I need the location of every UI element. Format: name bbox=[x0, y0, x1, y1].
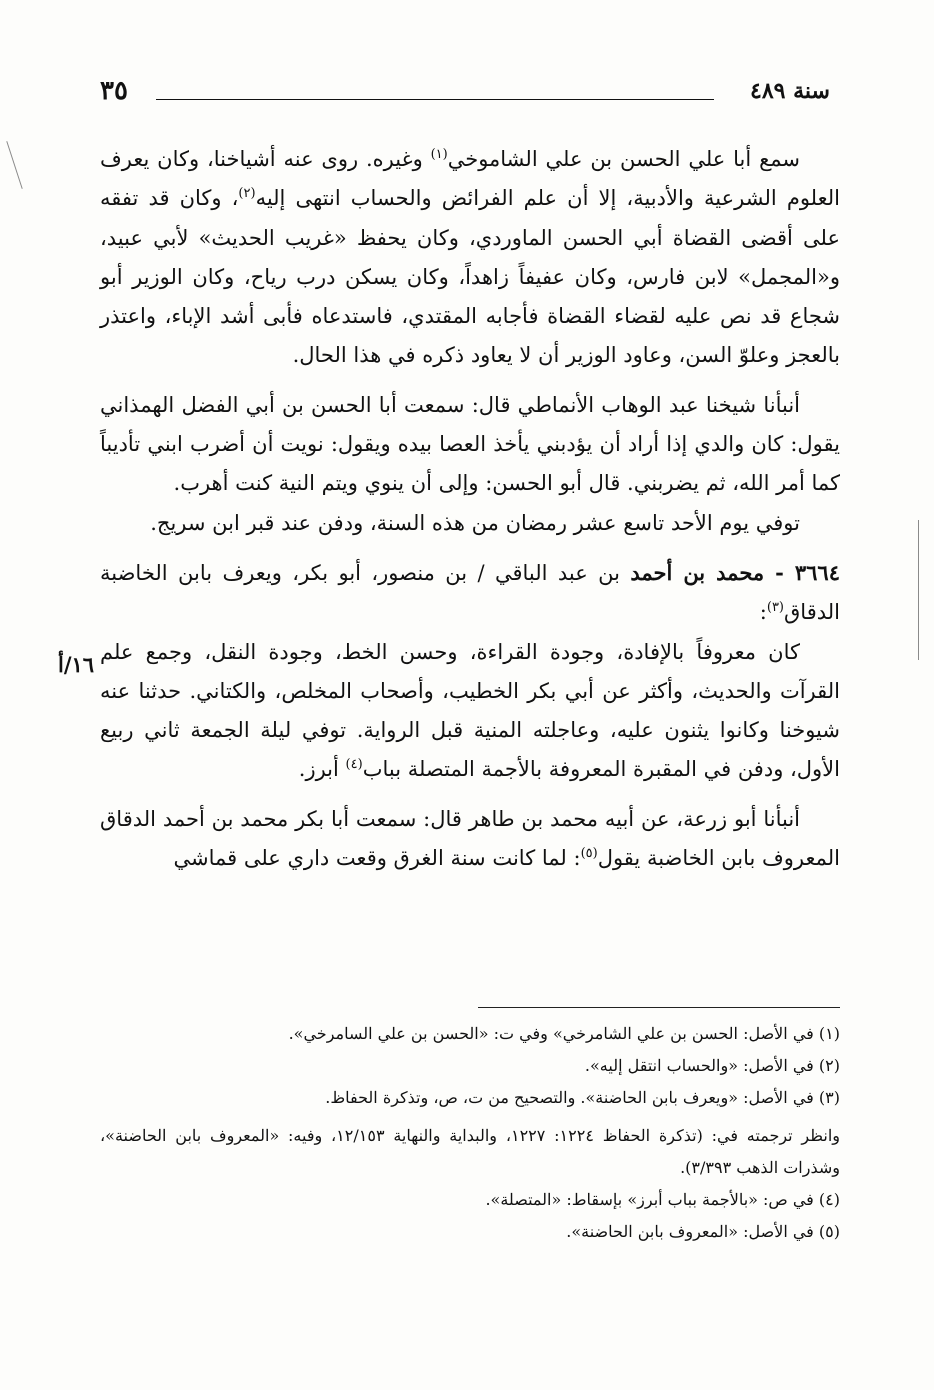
scan-mark-right bbox=[918, 520, 919, 660]
footnote-2: (٢) في الأصل: «والحساب انتقل إليه». bbox=[584, 1056, 840, 1075]
footnote-ref-5[interactable]: (٥) bbox=[580, 846, 598, 862]
paragraph-5: كان معروفاً بالإفادة، وجودة القراءة، وحسن الخط، وجودة النقل، وجمع علم القرآت والحديث، وأكثر عن أبي بكر الخطيب، وأصحاب المخلص، والكتاني. حدثنا عنه شيوخنا وكانوا يثنون عليه، وعاجلته المنية قبل الرواية. توفي ليلة الجمعة ثاني ربيع الأول، ودفن في المقبرة المعروفة بالأجمة المتصلة بباب$^{(٤)}$ أبرز. bbox=[100, 639, 840, 782]
header-rule bbox=[156, 99, 714, 100]
footnotes bbox=[100, 1018, 840, 1248]
entry-name: محمد بن أحمد bbox=[630, 559, 776, 585]
page-number: ٣٥ bbox=[100, 76, 128, 106]
margin-folio-note: ١٦/أ bbox=[58, 652, 95, 677]
footnote-ref-3[interactable]: (٣) bbox=[766, 600, 784, 616]
footnote-separator bbox=[478, 1007, 840, 1008]
paragraph-1: سمع أبا علي الحسن بن علي الشاموخي$^{(١)}$ وغيره. روى عنه أشياخنا، وكان يعرف العلوم الشرعية والأدبية، إلا أن علم الفرائض والحساب انتهى إليه$^{(٢)}$، وكان قد تفقه على أقضى القضاة أبي الحسن الماوردي، وكان يحفظ «غريب الحديث» لأبي عبيد، و«المجمل» لابن فارس، وكان عفيفاً زاهداً، وكان يسكن درب رياح، وكان الوزير أبو شجاع قد نص عليه لقضاء القضاة فأجابه المقتدي، فاستدعاه فأبى أشد الإباء، واعتذر بالعجز وعلوّ السن، وعاود الوزير أن لا يعاود ذكره في هذا الحال. bbox=[100, 147, 840, 368]
entry-heading: ٣٦٦٤ - محمد بن أحمد بن عبد الباقي / بن منصور، أبو بكر، ويعرف بابن الخاضبة الدقاق$^{(٣)}$: bbox=[100, 559, 840, 625]
running-header bbox=[100, 78, 830, 112]
paragraph-6: أنبأنا أبو زرعة، عن أبيه محمد بن طاهر قال: سمعت أبا بكر محمد بن أحمد الدقاق المعروف بابن الخاضبة يقول$^{(٥)}$: لما كانت سنة الغرق وقعت داري على قماشي bbox=[100, 806, 840, 871]
header-year: سنة ٤٨٩ bbox=[750, 78, 830, 104]
scan-mark-left bbox=[6, 141, 22, 189]
footnote-3: (٣) في الأصل: «ويعرف بابن الحاضنة». والتصحيح من ت، ص، وتذكرة الحفاظ. bbox=[325, 1088, 840, 1107]
footnote-ref-4[interactable]: (٤) bbox=[345, 757, 363, 773]
footnote-3-continued: وانظر ترجمته في: (تذكرة الحفاظ ١٢٢٤: ١٢٢٧، والبداية والنهاية ١٢/١٥٣، وفيه: «المعروف بابن الحاضنة»، وشذرات الذهب ٣/٣٩٣). bbox=[100, 1126, 841, 1177]
paragraph-3: توفي يوم الأحد تاسع عشر رمضان من هذه السنة، ودفن عند قبر ابن سريج. bbox=[150, 510, 800, 535]
footnote-ref-1[interactable]: (١) bbox=[430, 147, 448, 162]
main-text bbox=[100, 140, 840, 878]
footnote-1: (١) في الأصل: الحسن بن علي الشامرخي» وفي ت: «الحسن بن علي السامرخي». bbox=[288, 1024, 840, 1043]
entry-number: ٣٦٦٤ - bbox=[775, 559, 840, 585]
footnote-ref-2[interactable]: (٢) bbox=[238, 186, 256, 202]
paragraph-2: أنبأنا شيخنا عبد الوهاب الأنماطي قال: سمعت أبا الحسن بن أبي الفضل الهمذاني يقول: كان والدي إذا أراد أن يؤدبني يأخذ العصا بيده ويقول: نويت أن أضرب ابني تأديباً كما أمر الله، ثم يضربني. قال أبو الحسن: وإلى أن ينوي ويتم النية كنت أهرب. bbox=[100, 392, 840, 496]
footnote-5: (٥) في الأصل: «المعروف بابن الحاضنة». bbox=[566, 1222, 840, 1241]
footnote-4: (٤) في ص: «بالأجمة بباب أبرز» بإسقاط: «المتصلة». bbox=[485, 1190, 840, 1209]
